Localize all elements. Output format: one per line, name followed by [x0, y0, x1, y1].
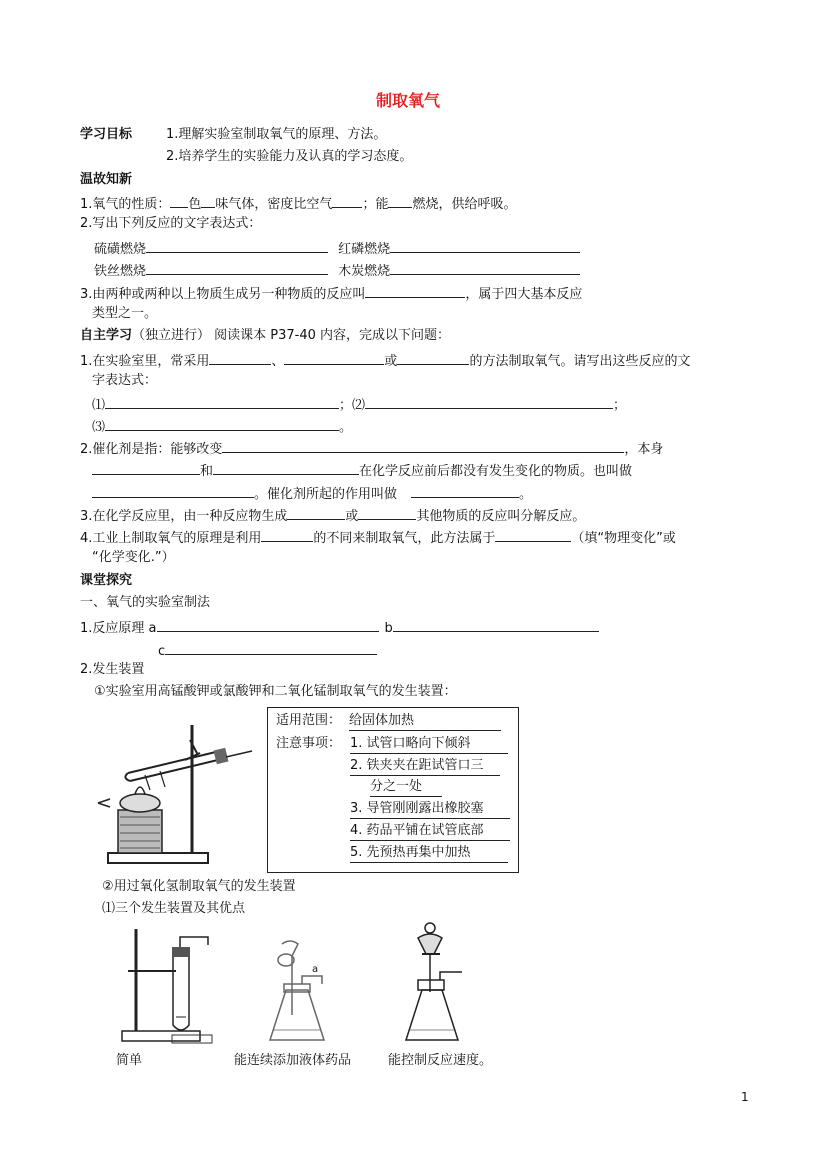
self-q1-text: 的方法制取氧气。请写出这些反应的文: [469, 354, 691, 369]
caption-control-rate: 能控制反应速度。: [388, 1053, 493, 1068]
note-item-2: 2. 铁夹夹在距试管口三: [350, 757, 500, 776]
alcohol-lamp: [120, 794, 160, 812]
review-q3-text: 3.由两种或两种以上物质生成另一种物质的反应叫: [80, 287, 366, 302]
explore-sub3: ⑴三个发生装置及其优点: [102, 901, 246, 916]
self-q2-text: 2.催化剂是指：能够改变: [80, 442, 223, 457]
self-q1-text: 、: [271, 354, 285, 369]
explore-q2: 2.发生装置: [80, 662, 145, 677]
self-q4-cont: “化学变化.”）: [92, 550, 175, 565]
self-q3-text: 或: [345, 509, 359, 524]
self-q2-text: 。催化剂所起的作用叫做: [254, 487, 398, 502]
note-item-2-cont: 分之一处: [370, 778, 442, 797]
blank[interactable]: [201, 193, 215, 208]
self-q2-text: 。: [519, 487, 533, 502]
blank[interactable]: [332, 193, 362, 208]
review-q3: [80, 283, 582, 304]
page-number: 1: [741, 1090, 749, 1104]
blank[interactable]: [287, 505, 345, 520]
self-q1-eq3: [92, 416, 352, 437]
note-item-3: 3. 导管刚刚露出橡胶塞: [350, 800, 510, 819]
blank[interactable]: [365, 283, 465, 298]
blank[interactable]: [146, 260, 328, 275]
blank[interactable]: [165, 640, 377, 655]
blank[interactable]: [213, 460, 359, 475]
review-q1-text: 燃烧，供给呼吸。: [412, 197, 517, 212]
caption-simple: 简单: [116, 1053, 143, 1068]
self-q4-text: 4.工业上制取氧气的原理是利用: [80, 531, 262, 546]
explore-section1: 一、氧气的实验室制法: [80, 595, 211, 610]
delivery-tube: [226, 751, 252, 757]
funnel-flask-diagram: [262, 940, 337, 1045]
blank[interactable]: [92, 483, 254, 498]
scope-row: [276, 712, 501, 731]
blank[interactable]: [411, 483, 519, 498]
eq-label: 。: [339, 420, 353, 435]
self-heading: 自主学习: [80, 328, 133, 343]
stand-base: [108, 853, 208, 863]
explore-q1-c: [158, 640, 377, 661]
self-q1-text: 或: [384, 354, 398, 369]
explore-sub2: ②用过氧化氢制取氧气的发生装置: [102, 879, 296, 894]
eq-label: ⑴: [92, 398, 106, 413]
review-q1-text: 色: [188, 197, 202, 212]
self-q1-eq12: [92, 394, 626, 415]
goals-label: 学习目标: [80, 127, 133, 142]
review-q1-text: ；能: [362, 197, 389, 212]
blank[interactable]: [365, 394, 613, 409]
review-q2-row1: [94, 238, 580, 259]
review-q3-text: ，属于四大基本反应: [465, 287, 583, 302]
self-note: （独立进行） 阅读课本 P37-40 内容，完成以下问题：: [132, 328, 451, 343]
self-q2-text: 和: [200, 464, 214, 479]
blank[interactable]: [390, 260, 580, 275]
goal-item-1: 1.理解实验室制取氧气的原理、方法。: [166, 127, 387, 142]
blank[interactable]: [157, 617, 379, 632]
reaction-label: 硫磺燃烧: [94, 242, 147, 257]
note-item-4: 4. 药品平铺在试管底部: [350, 822, 510, 841]
self-q4: [80, 527, 676, 548]
self-q2-text: 在化学反应前后都没有发生变化的物质。也叫做: [359, 464, 633, 479]
reaction-label: 红磷燃烧: [338, 242, 391, 257]
simple-apparatus-diagram: [118, 925, 218, 1045]
scope-label: 适用范围：: [276, 713, 342, 728]
blank[interactable]: [495, 527, 571, 542]
self-q3-text: 3.在化学反应里，由一种反应物生成: [80, 509, 288, 524]
blank[interactable]: [170, 193, 188, 208]
self-q1-cont: 字表达式：: [92, 373, 158, 388]
explore-sub1: ①实验室用高锰酸钾或氯酸钾和二氧化锰制取氧气的发生装置：: [94, 684, 457, 699]
reaction-label: 木炭燃烧: [338, 264, 391, 279]
self-q2: [80, 438, 663, 459]
funnel-label: a: [312, 964, 319, 975]
blank[interactable]: [105, 394, 339, 409]
scope-value: 给固体加热: [349, 712, 501, 731]
page-title: 制取氧气: [376, 91, 441, 110]
self-heading-row: [80, 327, 450, 345]
blank[interactable]: [358, 505, 416, 520]
heating-apparatus-diagram: [90, 715, 260, 870]
stopper: [213, 748, 228, 764]
eq-label: ；⑵: [339, 398, 366, 413]
self-q3-text: 其他物质的反应叫分解反应。: [416, 509, 586, 524]
review-q1-text: 味气体，密度比空气: [215, 197, 333, 212]
eq-label: ⑶: [92, 420, 106, 435]
blank[interactable]: [105, 416, 339, 431]
separatory-flask-diagram: [400, 922, 480, 1047]
notes-label: 注意事项：: [276, 736, 342, 751]
review-heading: 温故知新: [80, 172, 133, 187]
explore-q1: [80, 617, 599, 638]
explore-q1-text: b: [384, 621, 393, 636]
self-q1-text: 1.在实验室里，常采用: [80, 354, 210, 369]
explore-heading: 课堂探究: [80, 573, 133, 588]
blank[interactable]: [393, 617, 599, 632]
self-q4-text: 的不同来制取氧气，此方法属于: [313, 531, 496, 546]
blank[interactable]: [209, 350, 271, 365]
self-q2-cont2: [92, 483, 532, 504]
wood-block: [118, 810, 162, 853]
self-q4-text: （填“物理变化”或: [571, 531, 676, 546]
blank[interactable]: [390, 238, 580, 253]
self-q1: [80, 350, 690, 371]
blank[interactable]: [261, 527, 313, 542]
note-item-5: 5. 先预热再集中加热: [350, 844, 508, 863]
caption-add-liquid: 能连续添加液体药品: [234, 1053, 352, 1068]
reaction-label: 铁丝燃烧: [94, 264, 147, 279]
self-q2-text: ，本身: [624, 442, 664, 457]
note-item-1: 1. 试管口略向下倾斜: [350, 735, 508, 754]
goal-item-2: 2.培养学生的实验能力及认真的学习态度。: [166, 149, 413, 164]
self-q2-cont: [92, 460, 632, 481]
blank[interactable]: [284, 350, 384, 365]
blank[interactable]: [146, 238, 328, 253]
eq-label: ；: [613, 398, 627, 413]
blank[interactable]: [397, 350, 469, 365]
review-q1-text: 1.氧气的性质：: [80, 197, 171, 212]
review-q1: [80, 193, 516, 214]
self-q3: [80, 505, 585, 526]
explore-q1-text: 1.反应原理 a: [80, 621, 157, 636]
blank[interactable]: [388, 193, 412, 208]
review-q2-row2: [94, 260, 580, 281]
review-q3-cont: 类型之一。: [92, 306, 158, 321]
explore-q1-text: c: [158, 644, 166, 659]
blank[interactable]: [222, 438, 624, 453]
blank[interactable]: [92, 460, 200, 475]
review-q2-intro: 2.写出下列反应的文字表达式：: [80, 216, 262, 231]
